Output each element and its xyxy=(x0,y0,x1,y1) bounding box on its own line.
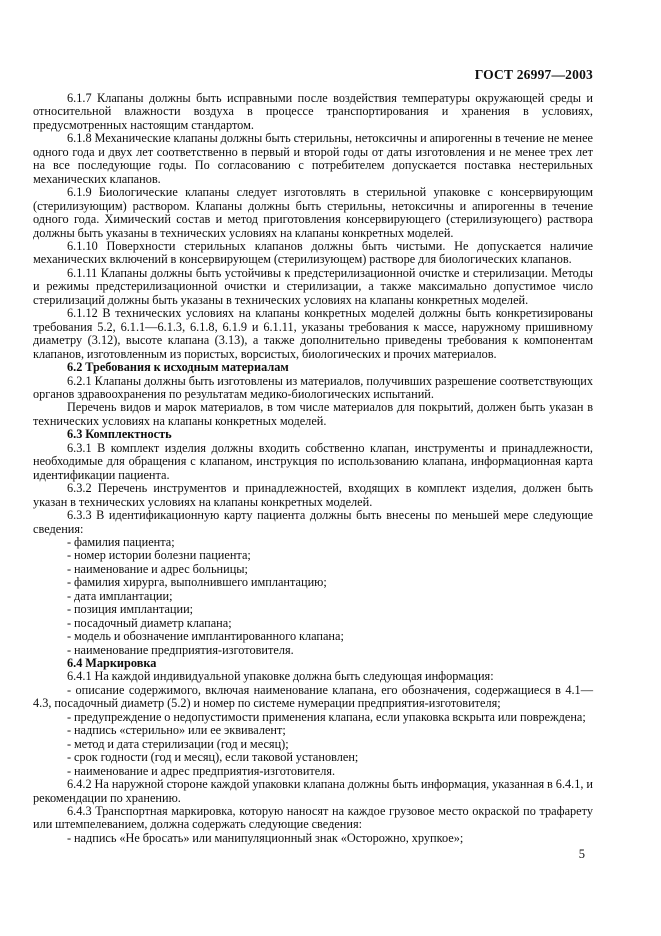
paragraph: 6.4.1 На каждой индивидуальной упаковке должна быть следующая информация: xyxy=(67,669,494,684)
list-item: - описание содержимого, включая наименование клапана, его обозначения, содержащиеся в 4.1—4.3, посадочный диаметр (5.2) и номер по системе нумерации предприятия-изготовителя; xyxy=(33,682,593,711)
page-footer xyxy=(33,847,585,862)
list-item: - фамилия пациента; xyxy=(67,534,175,549)
paragraph: 6.3.3 В идентификационную карту пациента должны быть внесены по меньшей мере следующие сведения: xyxy=(33,508,593,536)
list-item: - модель и обозначение имплантированного клапана; xyxy=(67,629,344,644)
list-item: - фамилия хирурга, выполнившего имплантацию; xyxy=(67,575,327,590)
paragraph: Перечень видов и марок материалов, в том числе материалов для покрытий, должен быть указан в технических условиях на клапаны конкретных моделей. xyxy=(33,400,593,428)
paragraph: 6.3.1 В комплект изделия должны входить собственно клапан, инструменты и принадлежности, необходимые для обращения с клапаном, инструкция по использованию клапана, информационная карта идентификации пациента. xyxy=(33,440,593,482)
list-item: - дата имплантации; xyxy=(67,588,173,603)
page-number: 5 xyxy=(578,847,585,861)
list-item: - наименование и адрес предприятия-изготовителя. xyxy=(67,763,336,778)
paragraph: 6.2.1 Клапаны должны быть изготовлены из материалов, получивших разрешение соответствующих органов здравоохранения по результатам медико-биологических испытаний. xyxy=(33,373,593,401)
section-heading: 6.2 Требования к исходным материалам xyxy=(67,360,289,375)
paragraph: 6.1.7 Клапаны должны быть исправными после воздействия температуры окружающей среды и относительной влажности воздуха в процессе транспортирования и хранения в условиях, предусмотренных настоящим стандартом. xyxy=(33,91,593,132)
paragraph: 6.3.2 Перечень инструментов и принадлежностей, входящих в комплект изделия, должен быть указан в технических условиях на клапаны конкретных моделей. xyxy=(33,481,593,509)
doc-designation: ГОСТ 26997—2003 xyxy=(474,67,593,82)
list-item: - наименование и адрес больницы; xyxy=(67,561,248,576)
document-body xyxy=(33,92,593,845)
paragraph: 6.1.10 Поверхности стерильных клапанов должны быть чистыми. Не допускается наличие механических включений в консервирующем (стерилизующем) растворе для биологических клапанов. xyxy=(33,238,593,267)
section-heading: 6.3 Комплектность xyxy=(67,427,172,442)
paragraph: 6.1.11 Клапаны должны быть устойчивы к предстерилизационной очистке и стерилизации. Методы и режимы предстерилизационной очистки и стерилизации, а также максимально допустимое число стерилизаций должны быть указаны в технических условиях на клапаны конкретных моделей. xyxy=(33,265,593,307)
list-item: - наименование предприятия-изготовителя. xyxy=(67,642,294,657)
paragraph: 6.1.8 Механические клапаны должны быть стерильны, нетоксичны и апирогенны в течение не менее одного года и двух лет соответственно в первый и второй годы от даты изготовления и не менее трех лет на все последующие годы. По согласованию с потребителем допускается поставка нестерильных механических клапанов. xyxy=(33,131,593,186)
list-item: - предупреждение о недопустимости применения клапана, если упаковка вскрыта или повреждена; xyxy=(67,709,586,724)
paragraph: 6.1.12 В технических условиях на клапаны конкретных моделей должны быть конкретизированы требования 5.2, 6.1.1—6.1.3, 6.1.8, 6.1.9 и 6.1.11, указаны требования к массе, наружному пришивному диаметру (3.12), высоте клапана (3.13), а также дополнительно приведены требования к компонентам клапанов, изготовленным из пористых, ворсистых, биологических и прочих материалов. xyxy=(33,306,593,361)
section-heading: 6.4 Маркировка xyxy=(67,656,157,671)
list-item: - срок годности (год и месяц), если таковой установлен; xyxy=(67,750,359,765)
page-header xyxy=(33,67,593,83)
list-item: - посадочный диаметр клапана; xyxy=(67,615,232,630)
paragraph: 6.4.2 На наружной стороне каждой упаковки клапана должны быть информация, указанная в 6.4.1, и рекомендации по хранению. xyxy=(33,777,593,805)
list-item: - надпись «стерильно» или ее эквивалент; xyxy=(67,723,286,738)
paragraph: 6.4.3 Транспортная маркировка, которую наносят на каждое грузовое место окраской по трафарету или штемпелеванием, должна содержать следующие сведения: xyxy=(33,804,593,832)
list-item: - позиция имплантации; xyxy=(67,602,194,617)
list-item: - надпись «Не бросать» или манипуляционный знак «Осторожно, хрупкое»; xyxy=(67,830,464,845)
paragraph: 6.1.9 Биологические клапаны следует изготовлять в стерильной упаковке с консервирующим (стерилизующим) раствором. Клапаны должны быть стерильны, нетоксичны и апирогенны в течение одного года. Химический состав и метод приготовления консервирующего (стерилизующего) раствора должны быть указаны в технических условиях на клапаны конкретных моделей. xyxy=(33,185,593,240)
list-item: - метод и дата стерилизации (год и месяц); xyxy=(67,736,289,751)
list-item: - номер истории болезни пациента; xyxy=(67,548,251,563)
